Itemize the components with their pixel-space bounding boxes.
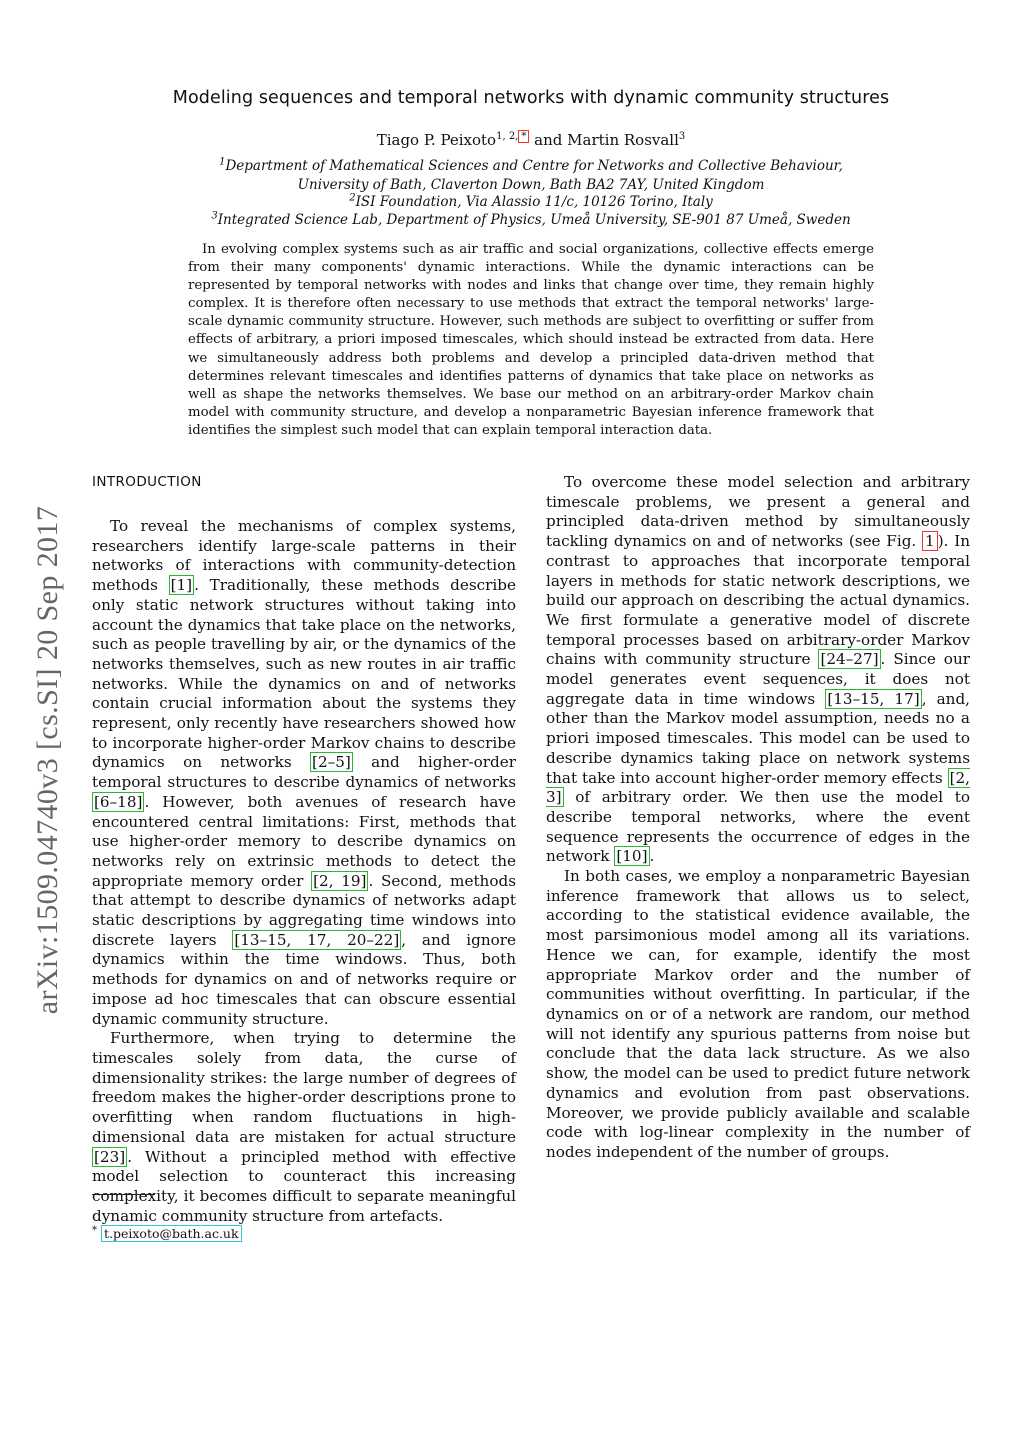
- affiliation-2: [0, 194, 1024, 210]
- citation-link[interactable]: [10]: [616, 847, 648, 866]
- paper-title: Modeling sequences and temporal networks with dynamic community structures: [172, 88, 890, 108]
- citation-link[interactable]: [13–15, 17, 20–22]: [234, 930, 400, 949]
- affil-number: 3: [211, 210, 218, 222]
- figure-ref-link[interactable]: 1: [922, 531, 938, 551]
- citation-link[interactable]: [1]: [170, 576, 193, 595]
- author-affil-sup: 3: [678, 131, 686, 142]
- footnote: [92, 1226, 242, 1241]
- author-name: Martin Rosvall: [567, 131, 679, 149]
- affil-number: 1: [219, 156, 226, 168]
- citation-link[interactable]: [2, 19]: [313, 871, 367, 890]
- affiliation-1-cont: University of Bath, Claverton Down, Bath BA2 7AY, United Kingdom: [297, 177, 765, 193]
- section-heading-introduction: INTRODUCTION: [92, 474, 202, 490]
- paragraph: Furthermore, when trying to determine the timescales solely from data, the curse of dimensionality strikes: the large number of degrees of freedom makes the higher-order descriptions prone to overfitting when random fluctuations in high-dimensional data are mistaken for actual structure [23] . Without a principled method with effective model selection to counteract this increasing complexity, it becomes difficult to separate meaningful dynamic community structure from artefacts.: [92, 1029, 516, 1225]
- abstract: In evolving complex systems such as air traffic and social organizations, collective effects emerge from their many components' dynamic interactions. While the dynamic interactions can be represented by temporal networks with nodes and links that change over time, they remain highly complex. It is therefore often necessary to use methods that extract the temporal networks' large-scale dynamic community structure. However, such methods are subject to overfitting or suffer from effects of arbitrary, a priori imposed timescales, which should instead be extracted from data. Here we simultaneously address both problems and develop a principled data-driven method that determines relevant timescales and identifies patterns of dynamics that take place on networks as well as shape the networks themselves. We base our method on an arbitrary-order Markov chain model with community structure, and develop a nonparametric Bayesian inference framework that identifies the simplest such model that can explain temporal interaction data.: [188, 242, 874, 438]
- paragraph: To reveal the mechanisms of complex systems, researchers identify large-scale patterns in their networks of interactions with community-detection methods [1] . Traditionally, these methods describe only static network structures without taking into account the dynamics that take place on the networks, such as people travelling by air, or the dynamics of the networks themselves, such as new routes in air traffic networks. While the dynamics on and of networks contain crucial information about the systems they represent, only recently have researchers showed how to incorporate higher-order Markov chains to describe dynamics on networks [2–5] and higher-order temporal structures to describe dynamics of networks [6–18] . However, both avenues of research have encountered central limitations: First, methods that use higher-order memory to describe dynamics on networks rely on extrinsic methods to detect the appropriate memory order [2, 19] . Second, methods that attempt to describe dynamics of networks adapt static descriptions by aggregating time windows into discrete layers [13–15, 17, 20–22] , and ignore dynamics within the time windows. Thus, both methods for dynamics on and of networks require or impose ad hoc timescales that can obscure essential dynamic community structure.: [92, 517, 516, 1028]
- arxiv-identifier: arXiv:1509.04740v3 [cs.SI] 20 Sep 2017: [31, 505, 64, 1015]
- affiliation-text: Department of Mathematical Sciences and Centre for Networks and Collective Behaviour,: [225, 158, 843, 174]
- citation-link[interactable]: [2, 3]: [546, 768, 970, 807]
- author-name: Tiago P. Peixoto: [376, 131, 497, 149]
- left-column: [92, 517, 516, 1226]
- affil-number: 2: [349, 192, 356, 204]
- arxiv-sidebar: [18, 468, 78, 1053]
- paragraph: In both cases, we employ a nonparametric Bayesian inference framework that allows us to select, according to the statistical evidence available, the most parsimonious model among all its variations. Hence we can, for example, identify the most appropriate Markov order and the number of communities without overfitting. In particular, if the dynamics on or of a network are random, our method will not identify any spurious patterns from noise but conclude that the data lack structure. As we also show, the model can be used to predict future network dynamics and evolution from past observations. Moreover, we provide publicly available and scalable code with log-linear complexity in the number of nodes independent of the number of groups.: [546, 867, 970, 1161]
- footnote-mark: *: [92, 1224, 97, 1236]
- citation-link[interactable]: [13–15, 17]: [827, 689, 920, 708]
- author-line: [0, 131, 1024, 149]
- citation-link[interactable]: [23]: [94, 1147, 126, 1166]
- citation-link[interactable]: [2–5]: [312, 753, 351, 772]
- author-affil-sup: 1, 2,: [496, 131, 519, 142]
- citation-link[interactable]: [24–27]: [820, 650, 879, 669]
- affiliation-3: [0, 212, 1024, 228]
- footnote-rule: [92, 1194, 155, 1195]
- paragraph: To overcome these model selection and arbitrary timescale problems, we present a general and principled data-driven method by simultaneously tackling dynamics on and of networks (see Fig. 1 ). In contrast to approaches that incorporate temporal layers in methods for static network descriptions, we build our approach on describing the actual dynamics. We first formulate a generative model of discrete temporal processes based on arbitrary-order Markov chains with community structure [24–27] . Since our model generates event sequences, it does not aggregate data in time windows [13–15, 17] , and, other than the Markov model assumption, needs no a priori imposed timescales. This model can be used to describe dynamics taking place on network systems that take into account higher-order memory effects [2, 3] of arbitrary order. We then use the model to describe temporal networks, where the event sequence represents the occurrence of edges in the network [10] .: [546, 473, 970, 866]
- right-column: [546, 473, 970, 1163]
- email-link[interactable]: t.peixoto@bath.ac.uk: [101, 1225, 242, 1242]
- citation-link[interactable]: [6–18]: [94, 792, 143, 811]
- affiliation-text: ISI Foundation, Via Alassio 11/c, 10126 Torino, Italy: [355, 194, 713, 210]
- affiliation-text: Integrated Science Lab, Department of Physics, Umeå University, SE-901 87 Umeå, Sweden: [217, 212, 851, 228]
- author-conjunction: and: [534, 131, 563, 149]
- footnote-ref-link[interactable]: *: [518, 130, 529, 143]
- affiliation-1: [0, 158, 1024, 174]
